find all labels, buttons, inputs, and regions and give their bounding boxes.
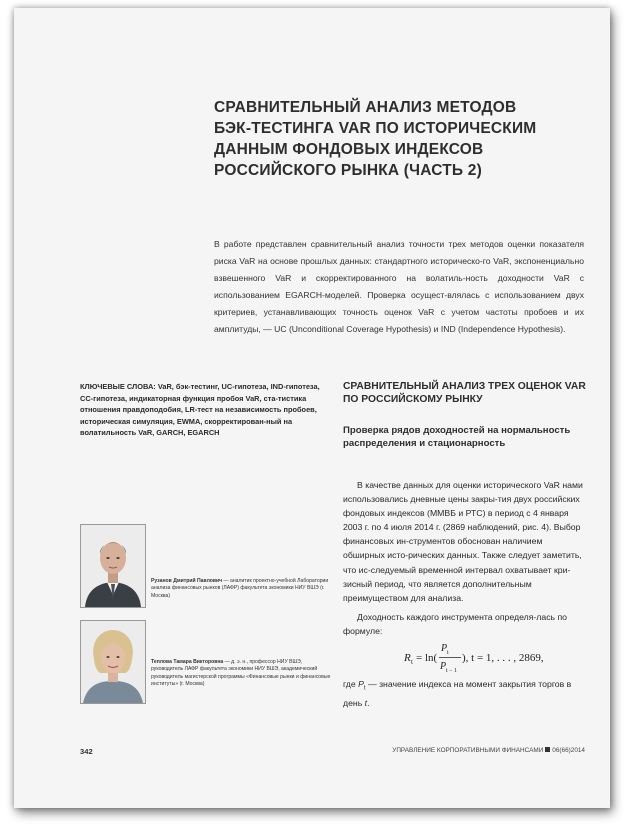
author-photo-ruzanov xyxy=(80,524,146,608)
formula-lhs-sub: t xyxy=(411,658,413,666)
article-abstract: В работе представлен сравнительный анализ точности трех методов оценки показателя риска VaR на основе прошлых данных: стандартного историческо-го VaR, экспоненциально взвешенного VaR и скорректированного на волатиль-ность доходности VaR с использованием EGARCH-моделей. Проверка осущест-влялась с использованием двух критериев, устанавливающих точность оценок VaR с учетом частоты пробоев и их амплитуды, — UC (Unconditional Coverage Hypothesis) и IND (Independence Hypothesis). xyxy=(214,239,584,335)
square-separator-icon xyxy=(545,747,550,752)
formula-numerator: P xyxy=(441,643,448,654)
return-formula xyxy=(404,641,554,675)
formula-denominator: P xyxy=(440,661,447,672)
author-desc-teplova: — д. э. н., профессор НИУ ВШЭ, руководитель ЛАФР факультета экономики НИУ ВШЭ, академический руководитель магистерской программы «Финансовые рынки и финансовые институты» (г. Москва) xyxy=(151,659,331,688)
explanation-t: t xyxy=(364,697,368,708)
author-info-ruzanov xyxy=(151,578,331,600)
page-number: 342 xyxy=(80,747,93,756)
author-info-teplova xyxy=(151,659,331,689)
formula-tail: ), t = 1, . . . , 2869, xyxy=(462,652,544,664)
formula-numerator-sub: t xyxy=(447,650,449,656)
explanation-text: — значение индекса на момент закрытия торгов в день xyxy=(343,679,572,708)
section-title: СРАВНИТЕЛЬНЫЙ АНАЛИЗ ТРЕХ ОЦЕНОК VAR ПО РОССИЙСКОМУ РЫНКУ xyxy=(343,381,586,405)
keywords-block xyxy=(80,381,326,439)
author-photo-teplova xyxy=(80,620,146,704)
section-subtitle: Проверка рядов доходностей на нормальность распределения и стационарность xyxy=(343,425,571,449)
author-name-ruzanov: Рузанов Дмитрий Павлович xyxy=(151,578,223,584)
formula-explanation xyxy=(343,677,586,710)
issue-number: 06(66)2014 xyxy=(552,747,585,754)
explanation-variable: P xyxy=(358,679,364,689)
explanation-variable-sub: t xyxy=(363,685,366,692)
author-name-teplova: Теплова Тамара Викторовна xyxy=(151,659,224,665)
formula-lhs: R xyxy=(404,652,411,664)
explanation-prefix: где xyxy=(343,679,359,689)
article-title: СРАВНИТЕЛЬНЫЙ АНАЛИЗ МЕТОДОВ БЭК-ТЕСТИНГА VAR ПО ИСТОРИЧЕСКИМ ДАННЫМ ФОНДОВЫХ ИНДЕКСОВ РОССИЙСКОГО РЫНКА (ЧАСТЬ 2) xyxy=(214,99,537,179)
formula-eq: = ln( xyxy=(416,652,438,664)
author-desc-ruzanov: — аналитик проектно-учебной Лаборатории анализа финансовых рынков (ЛАФР) факультета экономики НИУ ВШЭ (г. Москва) xyxy=(151,578,329,599)
formula-denominator-sub: t − 1 xyxy=(446,668,458,674)
running-footer xyxy=(385,747,585,754)
journal-name: УПРАВЛЕНИЕ КОРПОРАТИВНЫМИ ФИНАНСАМИ xyxy=(392,747,544,754)
body-paragraph-1: В качестве данных для оценки исторического VaR нами использовались дневные цены закры-тия двух российских фондовых индексов (ММВБ и РТС) в период с 4 января 2003 г. по 4 июля 2014 г. (2869 наблюдений, рис. 4). Выбор финансовых ин-струментов обоснован наличием обширных исто-рических данных. Также следует заметить, что ис-следуемый временной интервал охватывает кри-зисный период, что является дополнительным преимуществом для анализа. xyxy=(343,480,583,603)
keywords-list: VaR, бэк-тестинг, UC-гипотеза, IND-гипотеза, CC-гипотеза, индикаторная функция пробоя VaR, ста-тистика отношения правдоподобия, LR-тест на независимость пробоев, историческая симуляция, EWMA, скорректирован-ный на волатильность VaR, GARCH, EGARCH xyxy=(80,382,320,438)
explanation-end: . xyxy=(367,697,370,708)
keywords-label: КЛЮЧЕВЫЕ СЛОВА: xyxy=(80,382,156,391)
body-paragraph-2: Доходность каждого инструмента определя-лась по формуле: xyxy=(343,612,568,637)
